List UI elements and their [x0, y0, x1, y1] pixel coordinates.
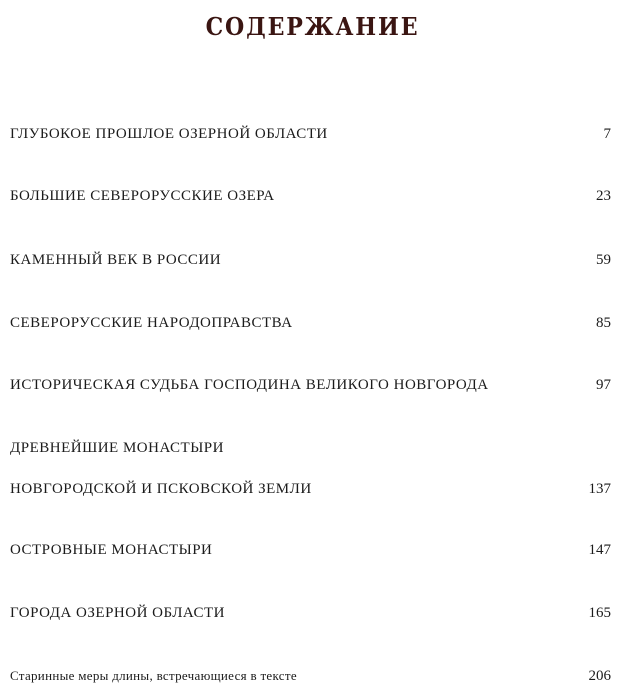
- toc-entry-title: Старинные меры длины, встречающиеся в тексте: [10, 668, 297, 683]
- toc-entry-title: БОЛЬШИЕ СЕВЕРОРУССКИЕ ОЗЕРА: [10, 188, 275, 204]
- toc-entry-title: КАМЕННЫЙ ВЕК В РОССИИ: [10, 252, 222, 268]
- toc-entry-title: ДРЕВНЕЙШИЕ МОНАСТЫРИ: [10, 440, 224, 456]
- toc-entry-page-number: 85: [596, 315, 611, 331]
- toc-entry-page-number: 147: [588, 542, 611, 558]
- toc-entry-page-number: 59: [596, 252, 611, 268]
- toc-entry[interactable]: [10, 542, 611, 568]
- toc-entry-page-number: 97: [596, 377, 611, 393]
- toc-entry[interactable]: [10, 188, 611, 214]
- toc-entry[interactable]: [10, 126, 611, 152]
- toc-entry[interactable]: [10, 315, 611, 341]
- page-title: содержание: [205, 4, 420, 44]
- toc-entry-title-continued: НОВГОРОДСКОЙ И ПСКОВСКОЙ ЗЕМЛИ: [10, 481, 312, 497]
- toc-entry-title: ГОРОДА ОЗЕРНОЙ ОБЛАСТИ: [10, 605, 225, 621]
- toc-entry[interactable]: [10, 668, 611, 694]
- toc-entry-page-number: 165: [588, 605, 611, 621]
- toc-entry-page-number: 137: [588, 481, 611, 497]
- toc-entry-page-number: 23: [596, 188, 611, 204]
- toc-entry[interactable]: [10, 252, 611, 278]
- toc-entry-title: ОСТРОВНЫЕ МОНАСТЫРИ: [10, 542, 213, 558]
- toc-entry-title: ГЛУБОКОЕ ПРОШЛОЕ ОЗЕРНОЙ ОБЛАСТИ: [10, 126, 328, 142]
- toc-entry-title: СЕВЕРОРУССКИЕ НАРОДОПРАВСТВА: [10, 315, 293, 331]
- toc-entry[interactable]: [10, 605, 611, 631]
- toc-entry-title: ИСТОРИЧЕСКАЯ СУДЬБА ГОСПОДИНА ВЕЛИКОГО НОВГОРОДА: [10, 377, 489, 393]
- toc-entry-line2[interactable]: [10, 481, 611, 507]
- toc-entry[interactable]: [10, 377, 611, 403]
- toc-entry-page-number: 206: [588, 668, 611, 684]
- toc-entry-line1[interactable]: [10, 440, 611, 466]
- toc-entry-page-number: 7: [603, 126, 611, 142]
